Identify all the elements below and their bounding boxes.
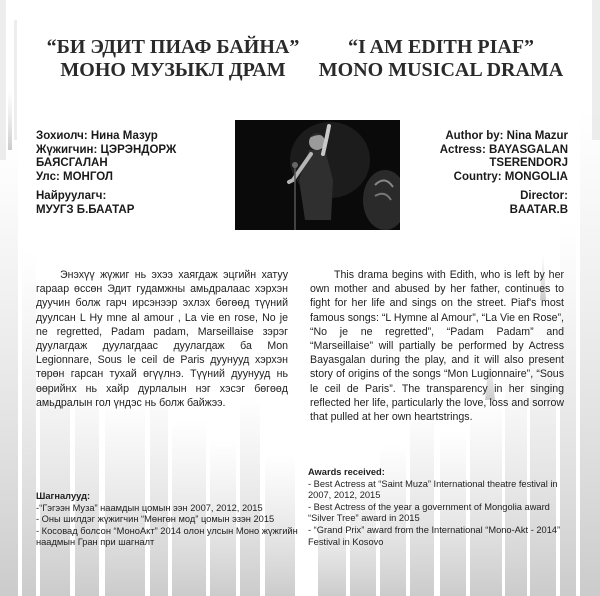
performer-photo xyxy=(235,120,400,230)
credit-author-mn: Зохиолч: Нина Мазур xyxy=(36,130,158,142)
awards-mongolian xyxy=(36,491,301,549)
credit-actress-name-en: TSERENDORJ xyxy=(489,157,568,169)
credits-mongolian xyxy=(36,130,236,217)
award-item-mn: - Косовад болсон “МоноАкт” 2014 олон улсын Моно жүжгийн наадмын Гран при шагналт xyxy=(36,525,298,548)
award-item-en: - Best Actress of the year a government of Mongolia award “Silver Tree” award in 2015 xyxy=(308,501,550,524)
title-mongolian xyxy=(38,36,308,82)
awards-heading-en: Awards received: xyxy=(308,467,385,477)
credit-actress-en: Actress: BAYASGALAN xyxy=(439,143,568,156)
credit-director-label-mn: Найруулагч: xyxy=(36,190,107,202)
synopsis-mongolian: Энэхүү жүжиг нь эхээ хаягдаж эцгийн хатуу гараар өссөн Эдит гудамжны амьдралаас хэрхэн дуучин болж гарч ирсэнээр эхлэх бөгөөд түүний дуулсан L Hy mne al amour , La vie en rose, No je ne regretted, Padam padam, Marseillaise зэрэг дуулагдаж дуулагдаас дуулагдаж ба Mon Legionnare, Sous le ceil de Paris дуунууд хэрхэн төрөн гарсан тухай өгүүлнэ. Түүний дуунууд нь өөрийнх нь хайр дурлалын нэг хэсэг бөгөөд амьдралын гол үндэс нь болж байжээ. xyxy=(36,269,288,409)
credit-country-en: Country: MONGOLIA xyxy=(453,170,568,183)
title-en-line-1: “I AM EDITH PIAF” xyxy=(347,36,535,58)
title-mn-line-2: МОНО МУЗЫКЛ ДРАМ xyxy=(60,59,286,81)
synopsis-english: This drama begins with Edith, who is left by her own mother and abused by her father, continues to fight for her life and sings on the street. Piaf's most famous songs: “L Hymne al Amour”, “La Vie en Rose”, “No je ne regretted”, “Padam Padam” and “Marseillaise” will partially be performed by Actress Bayasgalan during the play, and it will also present story of origins of the songs “Mon Lugionnaire”, “Sous le ceil de Paris”. The transparency in her singing reflected her life, particularly the love, loss and sorrow that pulled at her own heartstrings. xyxy=(310,269,564,424)
title-en-line-2: MONO MUSICAL DRAMA xyxy=(318,59,564,81)
award-item-en: - Best Actress at “Saint Muza” International theatre festival in 2007, 2012, 2015 xyxy=(308,478,558,501)
awards-english xyxy=(308,467,566,548)
title-english xyxy=(306,36,576,82)
credit-director-label-en: Director: xyxy=(520,190,568,202)
credit-author-en: Author by: Nina Mazur xyxy=(445,130,568,142)
awards-heading-mn: Шагналууд: xyxy=(36,491,91,501)
award-item-en: - “Grand Prix” award from the International “Mono-Akt - 2014” Festival in Kosovo xyxy=(308,524,561,547)
title-mn-line-1: “БИ ЭДИТ ПИАФ БАЙНА” xyxy=(46,36,300,58)
credit-country-mn: Улс: МОНГОЛ xyxy=(36,170,113,183)
credit-director-name-mn: МУУГЗ Б.БААТАР xyxy=(36,203,135,216)
credit-director-name-en: BAATAR.B xyxy=(509,203,568,216)
credit-actress-mn: Жүжигчин: ЦЭРЭНДОРЖ xyxy=(36,143,177,156)
credits-english xyxy=(400,130,568,217)
award-item-mn: -“Гэгээн Муза” наамдын цомын ээн 2007, 2012, 2015 xyxy=(36,502,263,513)
award-item-mn: - Оны шилдэг жүжигчин “Мөнгөн мод” цомын эзэн 2015 xyxy=(36,514,275,525)
singer-photo-image xyxy=(235,120,400,230)
credit-actress-name-mn: БАЯСГАЛАН xyxy=(36,157,108,169)
